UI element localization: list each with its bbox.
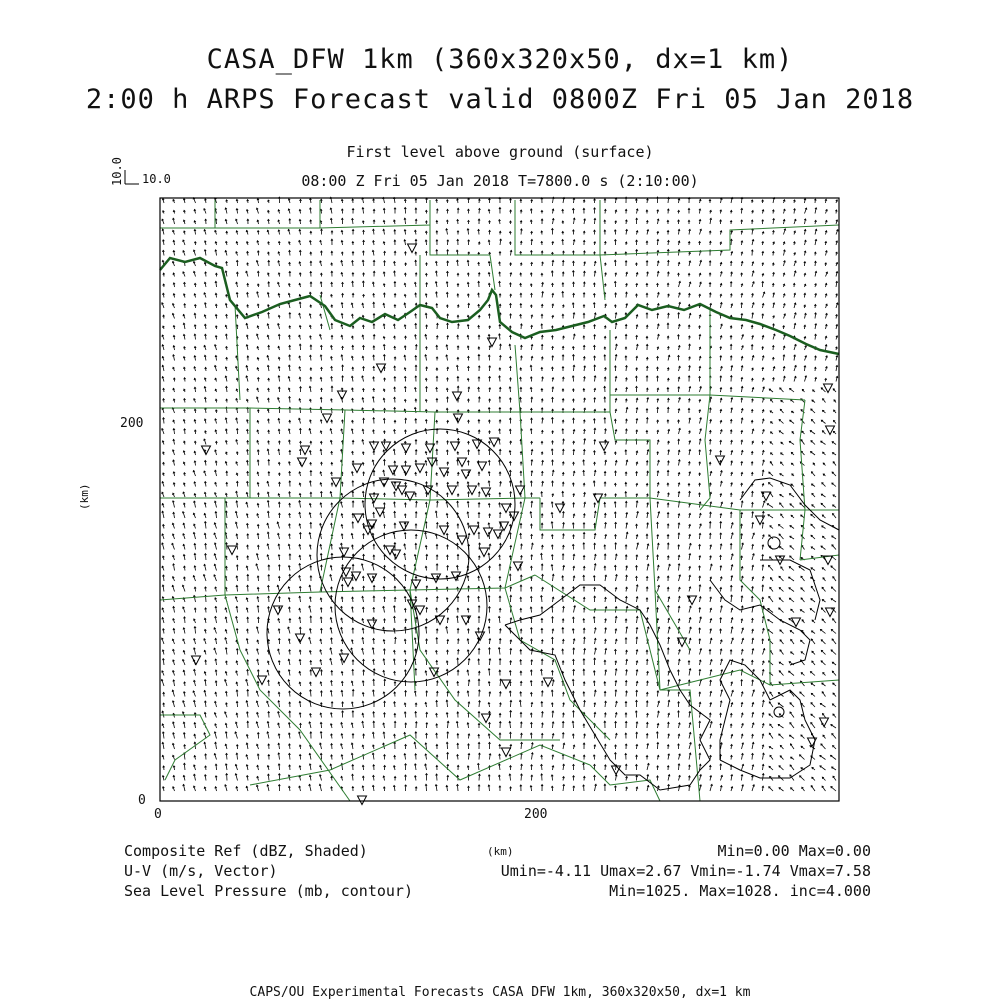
vector-scale-mark (125, 170, 139, 184)
vector-scale-x-label: 10.0 (142, 172, 171, 186)
plot-area (160, 197, 839, 805)
map-subtitle-time: 08:00 Z Fri 05 Jan 2018 T=7800.0 s (2:10:00) (301, 172, 699, 190)
map-title-line2: 2:00 h ARPS Forecast valid 0800Z Fri 05 Jan 2018 (85, 84, 915, 115)
vector-scale-y-label: 10.0 (110, 157, 124, 186)
map-title-line1: CASA_DFW 1km (360x320x50, dx=1 km) (206, 44, 794, 75)
map-subtitle-level: First level above ground (surface) (346, 143, 654, 161)
